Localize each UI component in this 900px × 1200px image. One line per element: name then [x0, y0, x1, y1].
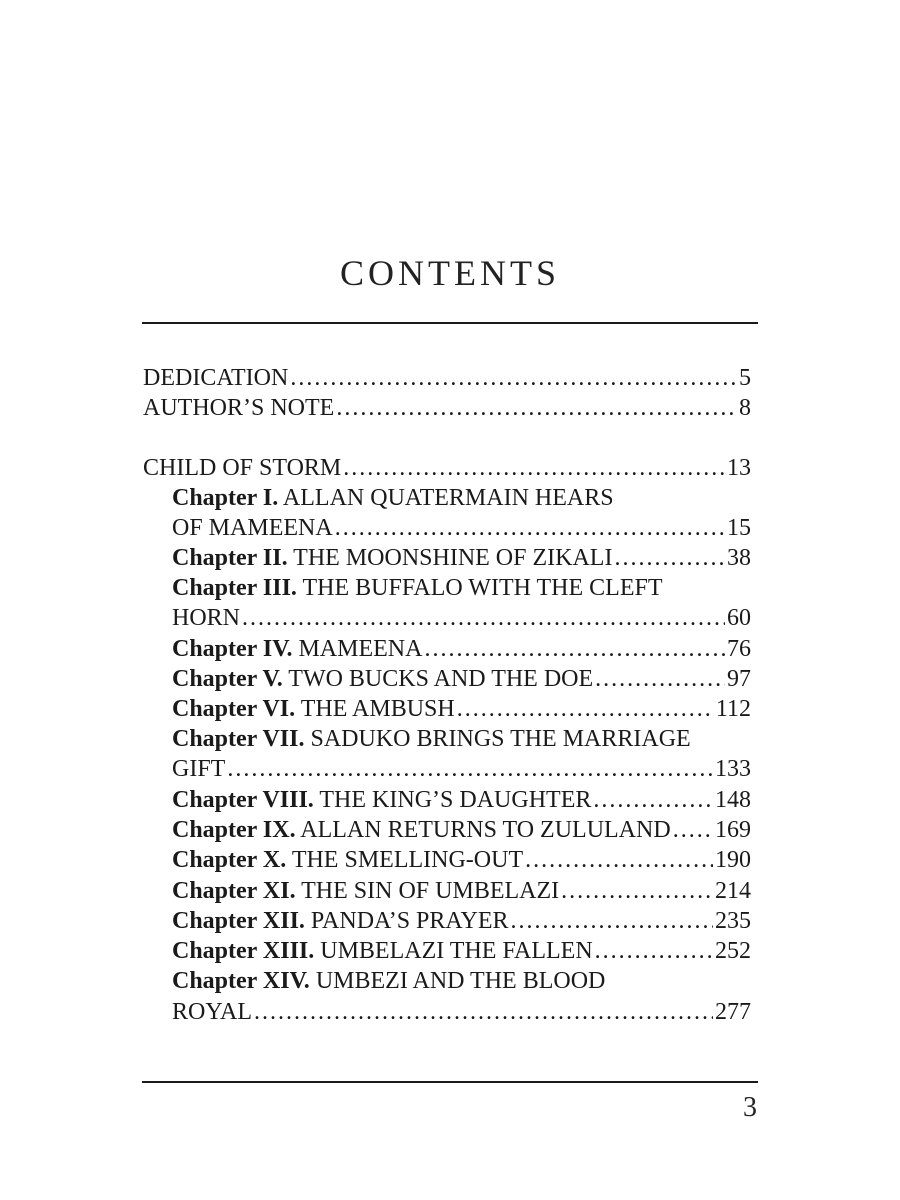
dot-leader	[242, 603, 725, 633]
toc-entry-authors-note[interactable]	[143, 393, 751, 423]
toc-entry-page: 148	[715, 787, 751, 813]
chapter-number: Chapter III.	[172, 575, 297, 601]
toc-entry-title-continued: ROYAL	[172, 999, 253, 1025]
toc-entry-title-continued: OF MAMEENA	[172, 515, 333, 541]
toc-entry-title: THE SMELLING-OUT	[291, 847, 524, 873]
toc-entry-page: 235	[715, 908, 751, 934]
toc-entry-page: 13	[727, 455, 751, 481]
toc-entry-title: THE KING’S DAUGHTER	[319, 787, 592, 813]
dot-leader	[525, 845, 713, 875]
toc-entry-chapter-5[interactable]	[172, 664, 751, 694]
bottom-rule	[142, 1081, 758, 1083]
dot-leader	[593, 785, 713, 815]
dot-leader	[343, 453, 725, 483]
toc-entry-chapter-14[interactable]	[172, 966, 751, 996]
toc-entry-chapter-4[interactable]	[172, 634, 751, 664]
chapter-number: Chapter IV.	[172, 636, 293, 662]
toc-entry-page: 252	[715, 938, 751, 964]
chapter-number: Chapter VII.	[172, 726, 305, 752]
toc-entry-title-continued: HORN	[172, 605, 241, 631]
toc-entry-chapter-6[interactable]	[172, 694, 751, 724]
toc-entry-title: PANDA’S PRAYER	[310, 908, 509, 934]
toc-entry-title: TWO BUCKS AND THE DOE	[288, 666, 594, 692]
toc-entry-page: 8	[739, 395, 751, 421]
toc-entry-chapter-11[interactable]	[172, 876, 751, 906]
dot-leader	[561, 876, 713, 906]
page-title: CONTENTS	[340, 253, 560, 293]
toc-entry-title: THE BUFFALO WITH THE CLEFT	[302, 575, 663, 601]
toc-entry-page: 190	[715, 847, 751, 873]
toc-entry-title: DEDICATION	[143, 365, 289, 391]
page-number: 3	[743, 1092, 757, 1123]
toc-entry-title: CHILD OF STORM	[143, 455, 342, 481]
toc-entry-title: AUTHOR’S NOTE	[143, 395, 335, 421]
dot-leader	[511, 906, 713, 936]
toc-entry-chapter-12[interactable]	[172, 906, 751, 936]
toc-entry-child-of-storm[interactable]	[143, 453, 751, 483]
toc-entry-chapter-7-continued[interactable]	[172, 754, 751, 784]
toc-entry-page: 133	[715, 756, 751, 782]
toc-entry-chapter-1-continued[interactable]	[172, 513, 751, 543]
toc-entry-page: 214	[715, 878, 751, 904]
toc-entry-title: MAMEENA	[298, 636, 423, 662]
dot-leader	[290, 363, 737, 393]
chapter-number: Chapter VIII.	[172, 787, 314, 813]
toc-entry-chapter-14-continued[interactable]	[172, 997, 751, 1027]
dot-leader	[335, 513, 725, 543]
dot-leader	[595, 936, 713, 966]
toc-entry-title-continued: GIFT	[172, 756, 226, 782]
chapter-number: Chapter VI.	[172, 696, 296, 722]
dot-leader	[673, 815, 713, 845]
toc-entry-title: SADUKO BRINGS THE MARRIAGE	[310, 726, 691, 752]
dot-leader	[457, 694, 714, 724]
toc-entry-chapter-7[interactable]	[172, 724, 751, 754]
toc-entry-page: 76	[727, 636, 751, 662]
toc-entry-chapter-1[interactable]	[172, 483, 751, 513]
toc-entry-chapter-10[interactable]	[172, 845, 751, 875]
chapter-number: Chapter I.	[172, 485, 279, 511]
dot-leader	[424, 634, 725, 664]
toc-entry-page: 97	[727, 666, 751, 692]
toc-entry-chapter-2[interactable]	[172, 543, 751, 573]
toc-entry-title: UMBELAZI THE FALLEN	[320, 938, 593, 964]
dot-leader	[336, 393, 737, 423]
toc-entry-page: 5	[739, 365, 751, 391]
chapter-number: Chapter V.	[172, 666, 283, 692]
toc-entry-page: 112	[715, 696, 751, 722]
toc-entry-dedication[interactable]	[143, 363, 751, 393]
toc-entry-title: THE SIN OF UMBELAZI	[301, 878, 560, 904]
toc-entry-title: ALLAN QUATERMAIN HEARS	[282, 485, 614, 511]
top-rule	[142, 322, 758, 324]
toc-entry-page: 169	[715, 817, 751, 843]
dot-leader	[254, 997, 713, 1027]
toc-entry-page: 38	[727, 545, 751, 571]
dot-leader	[595, 664, 725, 694]
chapter-number: Chapter XI.	[172, 878, 296, 904]
toc-entry-title: THE AMBUSH	[300, 696, 455, 722]
dot-leader	[614, 543, 725, 573]
chapter-number: Chapter XII.	[172, 908, 305, 934]
chapter-number: Chapter X.	[172, 847, 287, 873]
toc-entry-chapter-8[interactable]	[172, 785, 751, 815]
toc-entry-chapter-13[interactable]	[172, 936, 751, 966]
chapter-number: Chapter IX.	[172, 817, 296, 843]
dot-leader	[227, 754, 713, 784]
toc-entry-title: THE MOONSHINE OF ZIKALI	[293, 545, 613, 571]
toc-entry-page: 60	[727, 605, 751, 631]
toc-entry-title: UMBEZI AND THE BLOOD	[315, 968, 606, 994]
toc-entry-chapter-3-continued[interactable]	[172, 603, 751, 633]
chapter-number: Chapter XIV.	[172, 968, 310, 994]
toc-entry-chapter-3[interactable]	[172, 573, 751, 603]
chapter-number: Chapter XIII.	[172, 938, 315, 964]
toc-entry-title: ALLAN RETURNS TO ZULULAND	[300, 817, 671, 843]
toc-entry-page: 15	[727, 515, 751, 541]
chapter-number: Chapter II.	[172, 545, 288, 571]
toc-entry-chapter-9[interactable]	[172, 815, 751, 845]
toc-entry-page: 277	[715, 999, 751, 1025]
